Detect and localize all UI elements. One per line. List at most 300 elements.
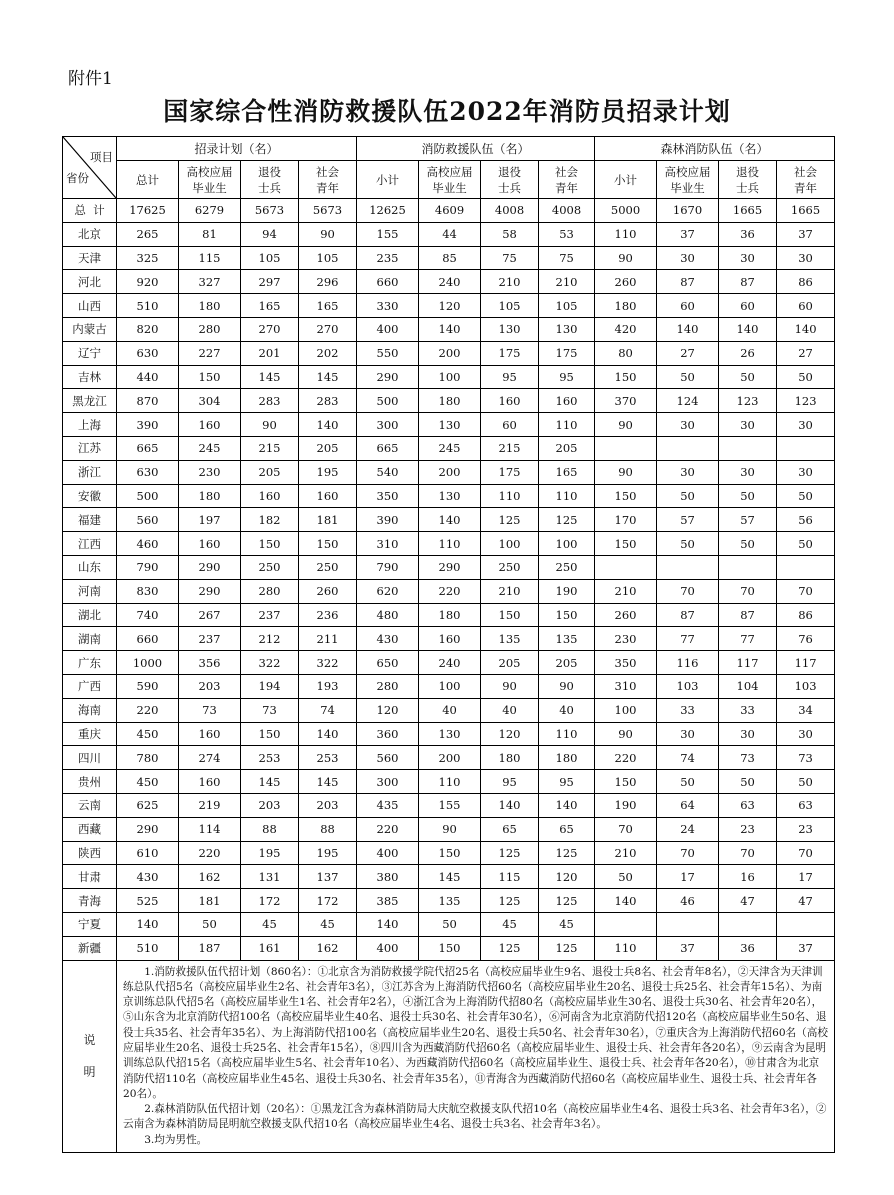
value-cell: 304 [179, 389, 241, 413]
value-cell: 283 [241, 389, 299, 413]
province-cell: 宁夏 [63, 912, 117, 936]
value-cell: 160 [179, 770, 241, 794]
value-cell: 150 [595, 770, 657, 794]
value-cell: 37 [657, 222, 719, 246]
province-cell: 新疆 [63, 936, 117, 960]
value-cell: 130 [419, 413, 481, 437]
value-cell: 280 [357, 674, 419, 698]
value-cell: 170 [595, 508, 657, 532]
value-cell: 260 [595, 603, 657, 627]
province-cell: 河北 [63, 270, 117, 294]
value-cell: 360 [357, 722, 419, 746]
value-cell [657, 555, 719, 579]
value-cell: 210 [595, 579, 657, 603]
value-cell: 480 [357, 603, 419, 627]
value-cell: 205 [539, 651, 595, 675]
value-cell: 180 [419, 603, 481, 627]
value-cell: 30 [719, 722, 777, 746]
value-cell: 150 [419, 841, 481, 865]
value-cell: 135 [419, 889, 481, 913]
value-cell: 245 [179, 436, 241, 460]
value-cell: 65 [539, 817, 595, 841]
value-cell: 50 [719, 532, 777, 556]
value-cell: 240 [419, 651, 481, 675]
value-cell: 63 [719, 793, 777, 817]
value-cell: 237 [241, 603, 299, 627]
corner-item-label: 项目 [90, 150, 113, 164]
value-cell: 203 [299, 793, 357, 817]
column-header [539, 161, 595, 199]
column-header [241, 161, 299, 199]
document-title: 国家综合性消防救援队伍2022年消防员招录计划 [163, 97, 731, 126]
value-cell: 17 [777, 865, 835, 889]
value-cell [595, 555, 657, 579]
value-cell: 237 [179, 627, 241, 651]
value-cell: 37 [777, 222, 835, 246]
value-cell: 145 [299, 365, 357, 389]
value-cell: 150 [539, 603, 595, 627]
value-cell: 172 [241, 889, 299, 913]
value-cell: 100 [539, 532, 595, 556]
value-cell: 219 [179, 793, 241, 817]
column-header [179, 161, 241, 199]
value-cell: 4008 [539, 199, 595, 223]
value-cell: 95 [481, 365, 539, 389]
value-cell: 150 [481, 603, 539, 627]
value-cell: 70 [657, 579, 719, 603]
value-cell: 280 [241, 579, 299, 603]
value-cell: 172 [299, 889, 357, 913]
table-row [63, 841, 835, 865]
value-cell: 162 [179, 865, 241, 889]
column-header-line: 社会 [555, 164, 579, 179]
value-cell: 103 [657, 674, 719, 698]
value-cell: 140 [419, 317, 481, 341]
value-cell: 610 [117, 841, 179, 865]
notes-label-char: 明 [83, 1065, 96, 1080]
value-cell: 6279 [179, 199, 241, 223]
corner-province-label: 省份 [66, 171, 89, 185]
value-cell: 145 [419, 865, 481, 889]
value-cell: 161 [241, 936, 299, 960]
value-cell: 90 [299, 222, 357, 246]
value-cell: 180 [419, 389, 481, 413]
value-cell: 240 [419, 270, 481, 294]
value-cell: 86 [777, 270, 835, 294]
value-cell: 120 [357, 698, 419, 722]
value-cell: 175 [481, 341, 539, 365]
value-cell: 450 [117, 722, 179, 746]
value-cell: 125 [539, 936, 595, 960]
value-cell: 87 [657, 603, 719, 627]
province-cell: 山西 [63, 294, 117, 318]
value-cell: 58 [481, 222, 539, 246]
value-cell: 88 [241, 817, 299, 841]
column-header [777, 161, 835, 199]
value-cell: 220 [595, 746, 657, 770]
column-header-line: 毕业生 [670, 180, 705, 195]
value-cell: 195 [299, 460, 357, 484]
value-cell: 390 [357, 508, 419, 532]
value-cell [595, 436, 657, 460]
group-header: 招录计划（名） [117, 137, 357, 161]
value-cell: 87 [719, 270, 777, 294]
value-cell: 145 [241, 770, 299, 794]
value-cell: 37 [657, 936, 719, 960]
value-cell: 325 [117, 246, 179, 270]
value-cell: 56 [777, 508, 835, 532]
value-cell: 290 [179, 579, 241, 603]
value-cell: 125 [481, 508, 539, 532]
value-cell: 50 [777, 532, 835, 556]
value-cell: 34 [777, 698, 835, 722]
province-cell: 甘肃 [63, 865, 117, 889]
province-cell: 总 计 [63, 199, 117, 223]
column-header-line: 小计 [376, 172, 400, 187]
value-cell: 200 [419, 746, 481, 770]
table-body [63, 199, 835, 961]
value-cell: 310 [357, 532, 419, 556]
value-cell: 140 [657, 317, 719, 341]
value-cell: 187 [179, 936, 241, 960]
value-cell: 50 [657, 532, 719, 556]
table-row [63, 222, 835, 246]
value-cell: 140 [481, 793, 539, 817]
province-cell: 江苏 [63, 436, 117, 460]
value-cell: 205 [299, 436, 357, 460]
value-cell: 267 [179, 603, 241, 627]
value-cell: 131 [241, 865, 299, 889]
value-cell: 140 [777, 317, 835, 341]
value-cell: 37 [777, 936, 835, 960]
notes-label-char: 说 [83, 1033, 96, 1048]
value-cell: 150 [179, 365, 241, 389]
table-row [63, 674, 835, 698]
value-cell: 1670 [657, 199, 719, 223]
value-cell: 24 [657, 817, 719, 841]
column-header-line: 退役 [258, 164, 281, 179]
value-cell: 90 [595, 460, 657, 484]
value-cell: 150 [595, 484, 657, 508]
value-cell: 140 [419, 508, 481, 532]
province-cell: 北京 [63, 222, 117, 246]
value-cell: 250 [539, 555, 595, 579]
value-cell: 110 [539, 722, 595, 746]
value-cell: 140 [595, 889, 657, 913]
value-cell: 100 [595, 698, 657, 722]
value-cell: 45 [299, 912, 357, 936]
value-cell: 130 [539, 317, 595, 341]
value-cell: 53 [539, 222, 595, 246]
value-cell: 190 [539, 579, 595, 603]
table-row [63, 436, 835, 460]
value-cell: 740 [117, 603, 179, 627]
value-cell: 50 [777, 484, 835, 508]
value-cell: 64 [657, 793, 719, 817]
value-cell: 23 [777, 817, 835, 841]
value-cell: 57 [719, 508, 777, 532]
value-cell: 250 [241, 555, 299, 579]
value-cell: 5673 [241, 199, 299, 223]
value-cell: 40 [481, 698, 539, 722]
table-row [63, 936, 835, 960]
value-cell: 50 [777, 770, 835, 794]
value-cell: 115 [179, 246, 241, 270]
group-header: 森林消防队伍（名） [595, 137, 835, 161]
value-cell: 81 [179, 222, 241, 246]
column-header-line: 青年 [794, 180, 818, 195]
value-cell: 194 [241, 674, 299, 698]
table-row [63, 793, 835, 817]
table-row [63, 270, 835, 294]
province-cell: 湖南 [63, 627, 117, 651]
value-cell: 210 [481, 579, 539, 603]
value-cell: 193 [299, 674, 357, 698]
value-cell: 12625 [357, 199, 419, 223]
value-cell: 26 [719, 341, 777, 365]
value-cell: 110 [539, 413, 595, 437]
value-cell: 220 [419, 579, 481, 603]
value-cell: 215 [241, 436, 299, 460]
value-cell: 205 [481, 651, 539, 675]
value-cell: 110 [419, 532, 481, 556]
value-cell: 290 [179, 555, 241, 579]
value-cell: 195 [241, 841, 299, 865]
value-cell: 110 [481, 484, 539, 508]
value-cell: 45 [481, 912, 539, 936]
value-cell: 630 [117, 460, 179, 484]
table-row [63, 698, 835, 722]
value-cell: 356 [179, 651, 241, 675]
value-cell: 45 [241, 912, 299, 936]
value-cell: 73 [241, 698, 299, 722]
value-cell: 60 [777, 294, 835, 318]
value-cell: 70 [719, 841, 777, 865]
value-cell: 625 [117, 793, 179, 817]
value-cell: 205 [241, 460, 299, 484]
value-cell: 650 [357, 651, 419, 675]
value-cell: 77 [657, 627, 719, 651]
value-cell: 120 [539, 865, 595, 889]
province-cell: 浙江 [63, 460, 117, 484]
value-cell: 103 [777, 674, 835, 698]
table-row [63, 865, 835, 889]
notes-label [63, 960, 117, 1153]
table-row [63, 317, 835, 341]
value-cell: 190 [595, 793, 657, 817]
value-cell: 160 [179, 722, 241, 746]
value-cell: 16 [719, 865, 777, 889]
value-cell: 435 [357, 793, 419, 817]
value-cell: 265 [117, 222, 179, 246]
table-row [63, 889, 835, 913]
value-cell: 95 [539, 770, 595, 794]
value-cell: 150 [595, 365, 657, 389]
value-cell [719, 436, 777, 460]
value-cell: 290 [357, 365, 419, 389]
column-header-line: 社会 [316, 164, 339, 179]
value-cell: 165 [539, 460, 595, 484]
value-cell: 95 [481, 770, 539, 794]
value-cell: 220 [117, 698, 179, 722]
value-cell: 510 [117, 936, 179, 960]
value-cell: 162 [299, 936, 357, 960]
value-cell: 210 [481, 270, 539, 294]
table-row [63, 294, 835, 318]
value-cell: 400 [357, 936, 419, 960]
value-cell: 280 [179, 317, 241, 341]
value-cell: 155 [419, 793, 481, 817]
value-cell: 300 [357, 770, 419, 794]
value-cell: 70 [719, 579, 777, 603]
value-cell: 36 [719, 222, 777, 246]
value-cell: 790 [357, 555, 419, 579]
table-row [63, 817, 835, 841]
column-header-line: 毕业生 [192, 180, 227, 195]
value-cell [719, 912, 777, 936]
value-cell: 270 [241, 317, 299, 341]
value-cell: 90 [539, 674, 595, 698]
value-cell: 322 [299, 651, 357, 675]
value-cell: 180 [179, 294, 241, 318]
value-cell: 620 [357, 579, 419, 603]
value-cell: 665 [357, 436, 419, 460]
value-cell: 5000 [595, 199, 657, 223]
value-cell: 27 [777, 341, 835, 365]
value-cell: 560 [117, 508, 179, 532]
value-cell: 30 [777, 246, 835, 270]
value-cell: 4609 [419, 199, 481, 223]
column-header-line: 总计 [136, 172, 159, 187]
value-cell: 47 [719, 889, 777, 913]
value-cell: 236 [299, 603, 357, 627]
value-cell: 197 [179, 508, 241, 532]
value-cell: 50 [179, 912, 241, 936]
value-cell: 322 [241, 651, 299, 675]
value-cell: 450 [117, 770, 179, 794]
value-cell: 296 [299, 270, 357, 294]
value-cell: 212 [241, 627, 299, 651]
value-cell: 105 [241, 246, 299, 270]
value-cell: 50 [657, 484, 719, 508]
value-cell: 400 [357, 841, 419, 865]
value-cell: 201 [241, 341, 299, 365]
value-cell: 115 [481, 865, 539, 889]
value-cell: 137 [299, 865, 357, 889]
value-cell: 57 [657, 508, 719, 532]
value-cell: 820 [117, 317, 179, 341]
column-header [657, 161, 719, 199]
value-cell: 120 [419, 294, 481, 318]
value-cell: 290 [117, 817, 179, 841]
table-row [63, 389, 835, 413]
value-cell: 88 [299, 817, 357, 841]
value-cell: 420 [595, 317, 657, 341]
value-cell: 300 [357, 413, 419, 437]
province-cell: 青海 [63, 889, 117, 913]
column-header-line: 毕业生 [432, 180, 467, 195]
value-cell: 175 [481, 460, 539, 484]
value-cell: 80 [595, 341, 657, 365]
value-cell: 440 [117, 365, 179, 389]
value-cell: 560 [357, 746, 419, 770]
value-cell: 160 [539, 389, 595, 413]
value-cell: 125 [481, 889, 539, 913]
value-cell: 195 [299, 841, 357, 865]
value-cell: 500 [117, 484, 179, 508]
value-cell: 100 [419, 365, 481, 389]
value-cell: 135 [481, 627, 539, 651]
table-row [63, 246, 835, 270]
value-cell: 110 [419, 770, 481, 794]
value-cell [777, 436, 835, 460]
value-cell: 182 [241, 508, 299, 532]
value-cell: 430 [117, 865, 179, 889]
value-cell: 210 [595, 841, 657, 865]
value-cell: 17 [657, 865, 719, 889]
value-cell: 205 [539, 436, 595, 460]
value-cell: 283 [299, 389, 357, 413]
value-cell: 125 [539, 889, 595, 913]
value-cell [595, 912, 657, 936]
value-cell: 245 [419, 436, 481, 460]
value-cell: 181 [179, 889, 241, 913]
value-cell [657, 912, 719, 936]
province-cell: 湖北 [63, 603, 117, 627]
value-cell: 290 [419, 555, 481, 579]
value-cell: 165 [241, 294, 299, 318]
value-cell: 50 [719, 770, 777, 794]
value-cell: 73 [179, 698, 241, 722]
value-cell: 76 [777, 627, 835, 651]
value-cell: 180 [539, 746, 595, 770]
province-cell: 贵州 [63, 770, 117, 794]
corner-header [63, 137, 117, 199]
group-header: 消防救援队伍（名） [357, 137, 595, 161]
value-cell: 220 [357, 817, 419, 841]
value-cell: 46 [657, 889, 719, 913]
table-row [63, 508, 835, 532]
column-header-line: 士兵 [258, 180, 281, 195]
value-cell: 30 [657, 413, 719, 437]
value-cell: 160 [299, 484, 357, 508]
value-cell: 73 [777, 746, 835, 770]
value-cell: 74 [657, 746, 719, 770]
value-cell: 4008 [481, 199, 539, 223]
province-cell: 江西 [63, 532, 117, 556]
value-cell: 30 [657, 246, 719, 270]
value-cell: 202 [299, 341, 357, 365]
value-cell: 180 [179, 484, 241, 508]
value-cell: 330 [357, 294, 419, 318]
value-cell: 105 [299, 246, 357, 270]
value-cell: 165 [299, 294, 357, 318]
recruitment-table [62, 136, 835, 1153]
value-cell: 33 [657, 698, 719, 722]
value-cell: 253 [241, 746, 299, 770]
value-cell: 350 [595, 651, 657, 675]
value-cell: 74 [299, 698, 357, 722]
province-cell: 山东 [63, 555, 117, 579]
value-cell: 44 [419, 222, 481, 246]
value-cell: 100 [419, 674, 481, 698]
value-cell: 200 [419, 460, 481, 484]
table-row [63, 341, 835, 365]
value-cell: 124 [657, 389, 719, 413]
province-cell: 内蒙古 [63, 317, 117, 341]
value-cell: 95 [539, 365, 595, 389]
value-cell: 1665 [719, 199, 777, 223]
